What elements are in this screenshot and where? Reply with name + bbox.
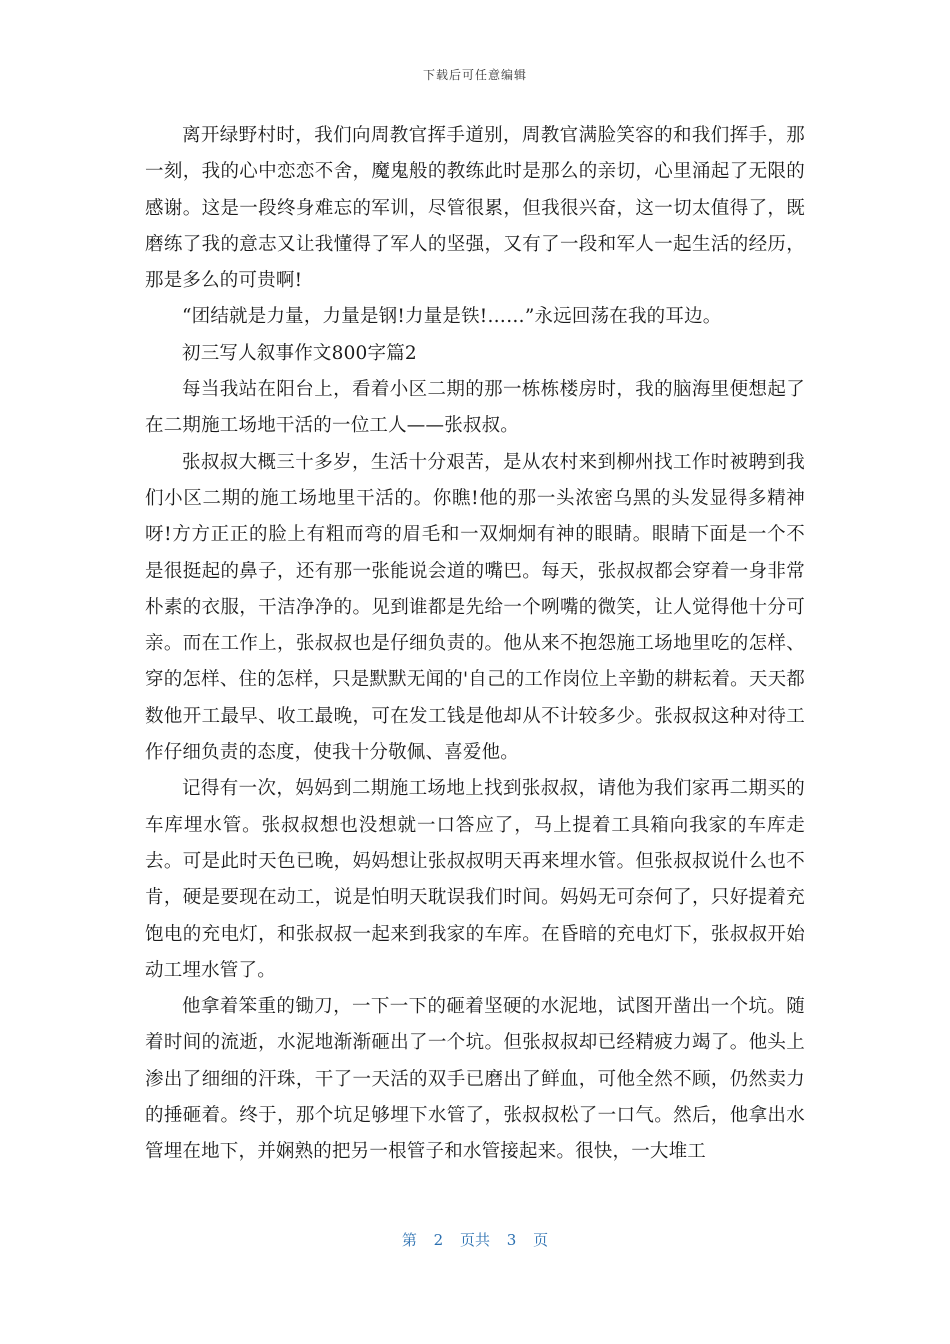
paragraph-story: 记得有一次，妈妈到二期施工场地上找到张叔叔，请他为我们家再二期买的车库埋水管。张叔叔想也没想就一口答应了，马上提着工具箱向我家的车库走去。可是此时天色已晚，妈妈想让张叔叔明天再来埋水管。但张叔叔说什么也不肯，硬是要现在动工，说是怕明天耽误我们时间。妈妈无可奈何了，只好提着充饱电的充电灯，和张叔叔一起来到我家的车库。在昏暗的充电灯下，张叔叔开始动工埋水管了。 xyxy=(145,778,805,981)
page-header: 下载后可任意编辑 xyxy=(422,68,527,82)
paragraph-intro: 每当我站在阳台上，看着小区二期的那一栋栋楼房时，我的脑海里便想起了在二期施工场地干活的一位工人——张叔叔。 xyxy=(145,379,805,437)
footer-prefix: 第 xyxy=(401,1231,417,1249)
paragraph-work: 他拿着笨重的锄刀，一下一下的砸着坚硬的水泥地，试图开凿出一个坑。随着时间的流逝，水泥地渐渐砸出了一个坑。但张叔叔却已经精疲力竭了。他头上渗出了细细的汗珠，干了一天活的双手已磨出了鲜血，可他全然不顾，仍然卖力的捶砸着。终于，那个坑足够埋下水管了，张叔叔松了一口气。然后，他拿出水管埋在地下，并娴熟的把另一根管子和水管接起来。很快，一大堆工 xyxy=(145,996,805,1163)
footer-total-pages: 3 xyxy=(506,1231,517,1249)
footer-suffix: 页 xyxy=(533,1231,549,1249)
page-footer xyxy=(0,1229,950,1250)
footer-current-page: 2 xyxy=(433,1231,444,1249)
paragraph-quote: “团结就是力量，力量是钢!力量是铁!……”永远回荡在我的耳边。 xyxy=(182,306,722,328)
section-title: 初三写人叙事作文800字篇2 xyxy=(182,342,417,364)
document-body xyxy=(145,118,805,1171)
paragraph-farewell: 离开绿野村时，我们向周教官挥手道别，周教官满脸笑容的和我们挥手，那一刻，我的心中恋恋不舍，魔鬼般的教练此时是那么的亲切，心里涌起了无限的感谢。这是一段终身难忘的军训，尽管很累，但我很兴奋，这一切太值得了，既磨练了我的意志又让我懂得了军人的坚强，又有了一段和军人一起生活的经历，那是多么的可贵啊! xyxy=(145,125,805,292)
footer-middle: 页共 xyxy=(459,1231,490,1249)
paragraph-description: 张叔叔大概三十多岁，生活十分艰苦，是从农村来到柳州找工作时被聘到我们小区二期的施工场地里干活的。你瞧!他的那一头浓密乌黑的头发显得多精神呀!方方正正的脸上有粗而弯的眉毛和一双炯炯有神的眼睛。眼睛下面是一个不是很挺起的鼻子，还有那一张能说会道的嘴巴。每天，张叔叔都会穿着一身非常朴素的衣服，干洁净净的。见到谁都是先给一个咧嘴的微笑，让人觉得他十分可亲。而在工作上，张叔叔也是仔细负责的。他从来不抱怨施工场地里吃的怎样、穿的怎样、住的怎样，只是默默无闻的'自己的工作岗位上辛勤的耕耘着。天天都数他开工最早、收工最晚，可在发工钱是他却从不计较多少。张叔叔这种对待工作仔细负责的态度，使我十分敬佩、喜爱他。 xyxy=(145,451,805,764)
